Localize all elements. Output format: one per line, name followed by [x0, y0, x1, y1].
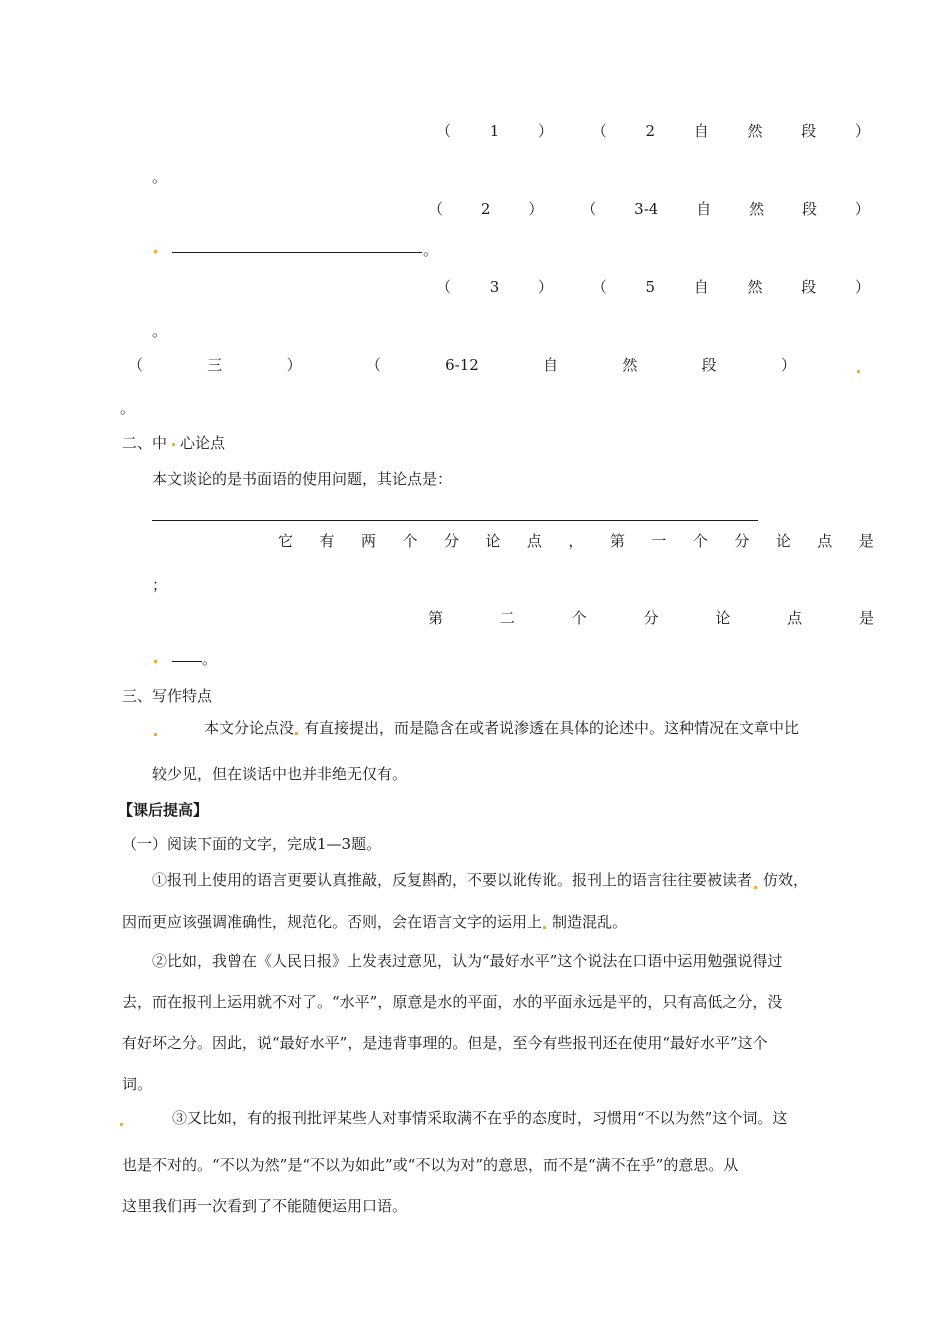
outline-token: （: [436, 278, 452, 296]
outline-token: （: [365, 356, 381, 374]
char: 点: [526, 532, 542, 550]
highlight-marker: [154, 660, 157, 663]
char: 论: [715, 609, 731, 627]
outline-row-2-end: 。: [423, 241, 439, 259]
outline-token: 自: [693, 122, 709, 140]
heading-part: 二、中: [122, 434, 168, 452]
char: 分: [443, 532, 459, 550]
outline-token: 三: [207, 356, 223, 374]
outline-row-3-end: 。: [152, 322, 168, 340]
answer-blank: [152, 520, 758, 521]
outline-token: 然: [749, 200, 765, 218]
outline-token: （: [581, 200, 597, 218]
para2-line1: ②比如，我曾在《人民日报》上发表过意见，认为“最好水平”这个说法在口语中运用勉强说得过: [152, 952, 783, 970]
heading-part: 心论点: [180, 434, 226, 452]
highlight-marker: [754, 886, 757, 889]
outline-row-4: [128, 355, 796, 375]
answer-blank: [172, 661, 202, 662]
outline-token: （: [128, 356, 144, 374]
outline-token: ）: [538, 122, 554, 140]
outline-token: （: [428, 200, 444, 218]
outline-token: 段: [701, 356, 717, 374]
section2-heading: [122, 433, 225, 453]
text-part: ①报刊上使用的语言更要认真推敲，反复斟酌，不要以讹传讹。报刊上的语言往往要被读者: [152, 871, 753, 889]
outline-token: 自: [543, 356, 559, 374]
highlight-marker: [154, 733, 157, 736]
outline-token: 3: [489, 278, 500, 296]
section3-p1: [204, 718, 799, 738]
section3-p2: 较少见，但在谈话中也并非绝无仅有。: [152, 765, 408, 783]
after-class-heading: 【课后提高】: [118, 801, 209, 819]
text-part: 因而更应该强调准确性，规范化。否则，会在语言文字的运用上: [122, 913, 543, 931]
outline-token: （: [591, 122, 607, 140]
section2-line2: [428, 608, 874, 628]
outline-token: 3-4: [634, 200, 659, 218]
outline-token: ）: [854, 122, 870, 140]
outline-token: ）: [854, 278, 870, 296]
outline-row-1: [436, 121, 870, 141]
char: 它: [278, 532, 294, 550]
outline-token: 段: [802, 200, 818, 218]
outline-token: 自: [696, 200, 712, 218]
outline-token: ）: [538, 278, 554, 296]
highlight-marker: [154, 250, 157, 253]
char: 点: [787, 609, 803, 627]
text-part: 有直接提出，而是隐含在或者说渗透在具体的论述中。这种情况在文章中比: [304, 719, 800, 737]
outline-token: 段: [801, 278, 817, 296]
char: 分: [734, 532, 750, 550]
para2-line4: 词。: [122, 1075, 153, 1093]
outline-token: 然: [747, 278, 763, 296]
char: 第: [609, 532, 625, 550]
para1-line1: [152, 870, 882, 890]
outline-row-1-end: 。: [152, 168, 168, 186]
section2-intro: 本文谈论的是书面语的使用问题，其论点是：: [152, 470, 453, 488]
para3-line1: ③又比如，有的报刊批评某些人对事情采取满不在乎的态度时，习惯用“不以为然”这个词。这: [172, 1109, 788, 1127]
outline-token: 1: [489, 122, 500, 140]
outline-token: 2: [480, 200, 491, 218]
char: 个: [692, 532, 708, 550]
highlight-marker: [543, 926, 546, 929]
text-part: 本文分论点没: [204, 719, 295, 737]
outline-token: 2: [645, 122, 656, 140]
char: 论: [485, 532, 501, 550]
char: 论: [775, 532, 791, 550]
char: 分: [643, 609, 659, 627]
para3-line3: 这里我们再一次看到了不能随便运用口语。: [122, 1197, 408, 1215]
outline-token: 段: [801, 122, 817, 140]
outline-token: 自: [693, 278, 709, 296]
text-part: 仿效，: [763, 871, 809, 889]
char: 有: [319, 532, 335, 550]
section2-line1-end: ；: [152, 576, 168, 594]
para2-line3: 有好坏之分。因此，说“最好水平”，是违背事理的。但是，至今有些报刊还在使用“最好水平”这个: [122, 1034, 768, 1052]
char: 二: [499, 609, 515, 627]
highlight-marker: [172, 443, 175, 446]
section2-line1: [278, 531, 874, 551]
answer-blank: [172, 252, 422, 253]
outline-token: 然: [747, 122, 763, 140]
outline-row-3: [436, 277, 870, 297]
char: 是: [858, 532, 874, 550]
char: 第: [428, 609, 444, 627]
outline-row-2: [428, 199, 870, 219]
highlight-marker: [295, 732, 298, 735]
outline-token: ）: [286, 356, 302, 374]
outline-token: 5: [645, 278, 656, 296]
outline-token: （: [436, 122, 452, 140]
outline-token: 然: [622, 356, 638, 374]
outline-row-4-end: 。: [120, 399, 136, 417]
para1-line2: [122, 912, 882, 932]
char: 个: [402, 532, 418, 550]
para2-line2: 去，而在报刊上运用就不对了。“水平”，原意是水的平面，水的平面永远是平的，只有高低之分，没: [122, 993, 783, 1011]
para3-line2: 也是不对的。“不以为然”是“不以为如此”或“不以为对”的意思，而不是“满不在乎”的意思。从: [122, 1156, 739, 1174]
char: 一: [651, 532, 667, 550]
char: 个: [571, 609, 587, 627]
section2-line2-end: 。: [202, 650, 218, 668]
outline-token: ）: [854, 200, 870, 218]
outline-token: ）: [780, 356, 796, 374]
char: 是: [858, 609, 874, 627]
char: ，: [568, 532, 584, 550]
after-class-task: （一）阅读下面的文字，完成1—3题。: [122, 835, 382, 853]
outline-token: 6-12: [445, 356, 479, 374]
outline-token: ）: [528, 200, 544, 218]
outline-token: （: [591, 278, 607, 296]
text-part: 制造混乱。: [552, 913, 628, 931]
char: 两: [360, 532, 376, 550]
highlight-marker: [857, 370, 860, 373]
highlight-marker: [120, 1123, 123, 1126]
char: 点: [817, 532, 833, 550]
section3-heading: 三、写作特点: [122, 687, 213, 705]
